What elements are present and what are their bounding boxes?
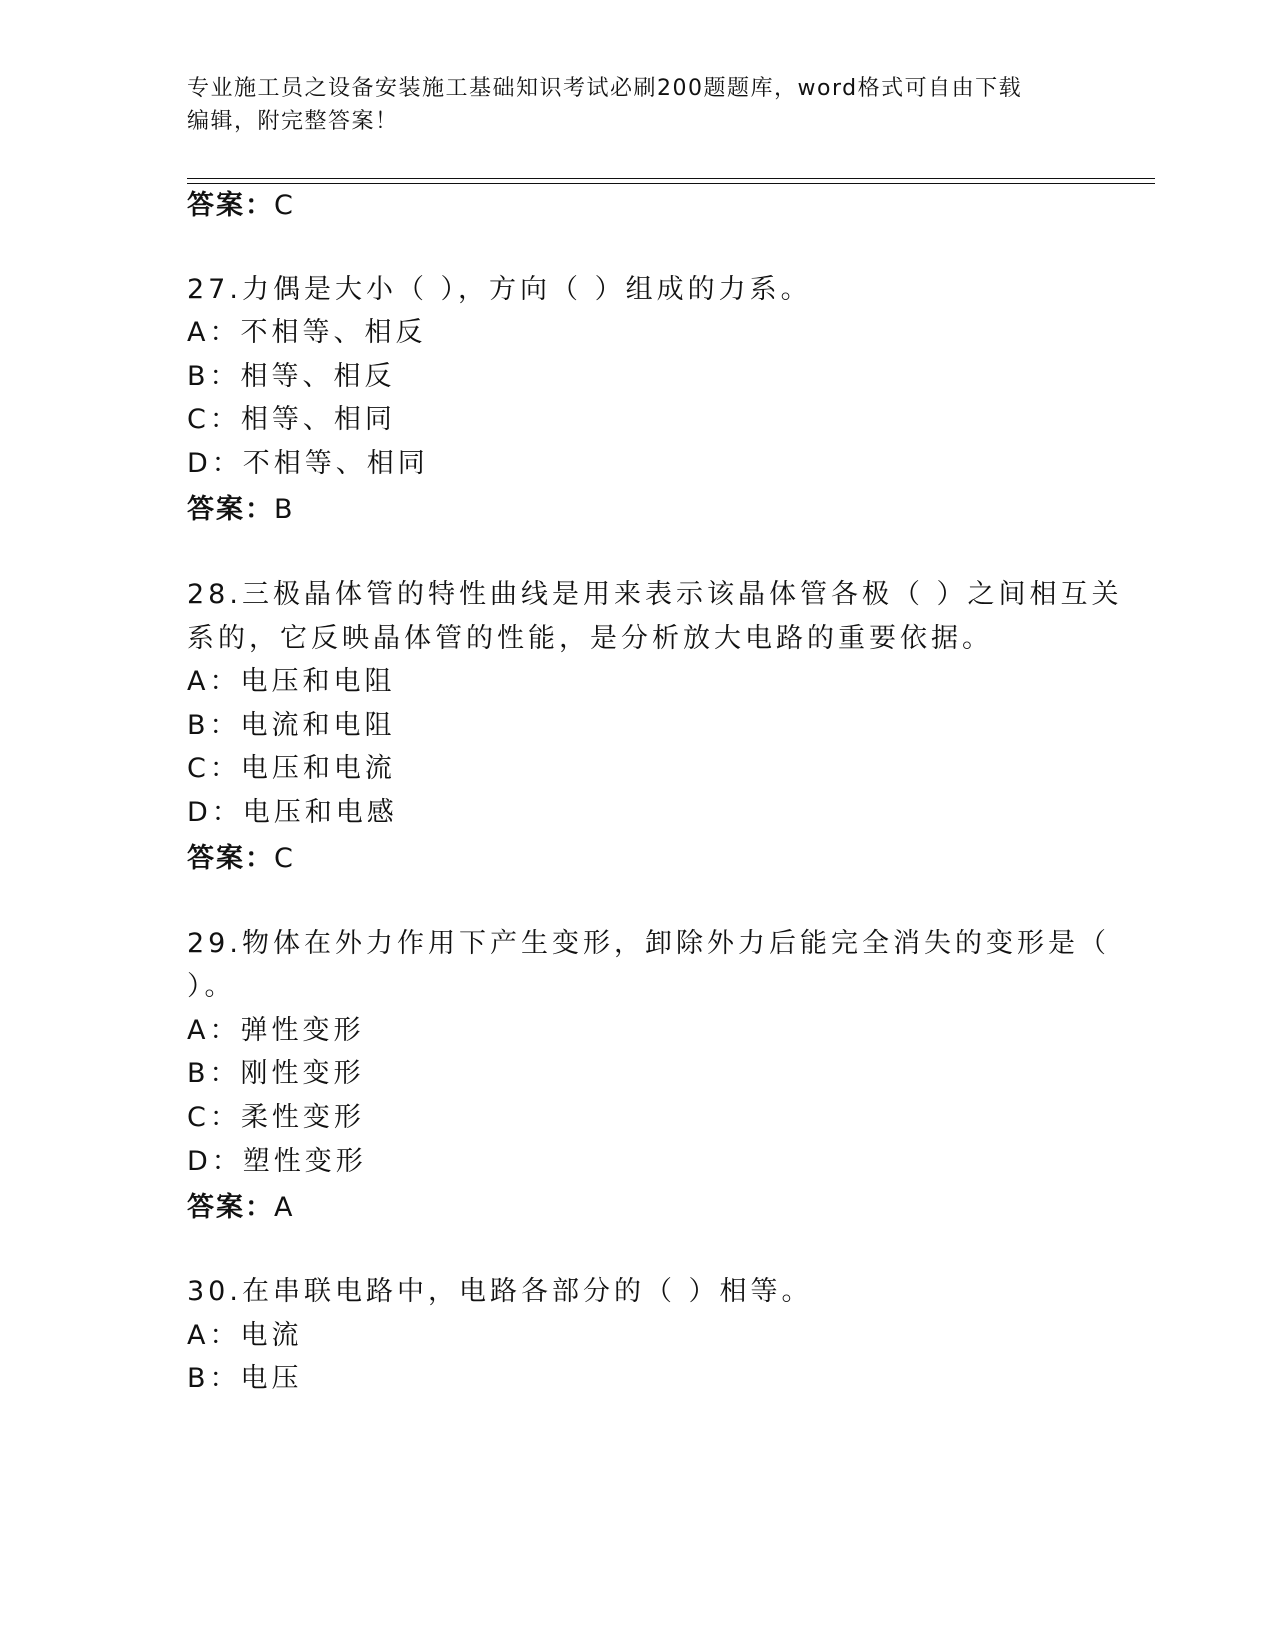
question-stem: 30.在串联电路中，电路各部分的（ ）相等。 <box>187 1276 813 1307</box>
answer-line <box>187 188 295 224</box>
answer-label: 答案： <box>187 494 274 525</box>
option-b: B：电流和电阻 <box>187 710 396 741</box>
header-line-1: 专业施工员之设备安装施工基础知识考试必刷200题题库，word格式可自由下载 <box>187 76 1023 101</box>
option-d: D：塑性变形 <box>187 1146 367 1177</box>
answer-label: 答案： <box>187 1192 274 1223</box>
question-stem-cont: 系的，它反映晶体管的性能，是分析放大电路的重要依据。 <box>187 623 993 654</box>
answer-label: 答案： <box>187 843 274 874</box>
answer-line <box>187 841 295 877</box>
option-b: B：电压 <box>187 1363 303 1394</box>
header-rule-bottom <box>187 183 1155 184</box>
answer-value: C <box>274 843 295 874</box>
option-c: C：柔性变形 <box>187 1102 365 1133</box>
header-rule-top <box>187 178 1155 179</box>
option-a: A：不相等、相反 <box>187 317 427 348</box>
question-stem: 28.三极晶体管的特性曲线是用来表示该晶体管各极（ ）之间相互关 <box>187 579 1123 610</box>
question-stem: 29.物体在外力作用下产生变形，卸除外力后能完全消失的变形是（ <box>187 928 1110 959</box>
option-d: D：不相等、相同 <box>187 448 429 479</box>
document-header <box>187 72 1087 138</box>
answer-label: 答案： <box>187 190 274 221</box>
option-c: C：电压和电流 <box>187 753 396 784</box>
answer-line <box>187 1190 294 1226</box>
answer-value: C <box>274 190 295 221</box>
answer-value: B <box>274 494 295 525</box>
option-a: A：电压和电阻 <box>187 666 396 697</box>
answer-line <box>187 492 295 528</box>
option-a: A：电流 <box>187 1320 303 1351</box>
option-b: B：相等、相反 <box>187 361 396 392</box>
header-line-2: 编辑，附完整答案！ <box>187 109 399 134</box>
option-a: A：弹性变形 <box>187 1015 365 1046</box>
answer-value: A <box>274 1192 295 1223</box>
question-stem-cont: ）。 <box>187 971 236 1002</box>
option-d: D：电压和电感 <box>187 797 398 828</box>
option-c: C：相等、相同 <box>187 404 396 435</box>
option-b: B：刚性变形 <box>187 1058 365 1089</box>
question-stem: 27.力偶是大小（ ），方向（ ）组成的力系。 <box>187 274 812 305</box>
